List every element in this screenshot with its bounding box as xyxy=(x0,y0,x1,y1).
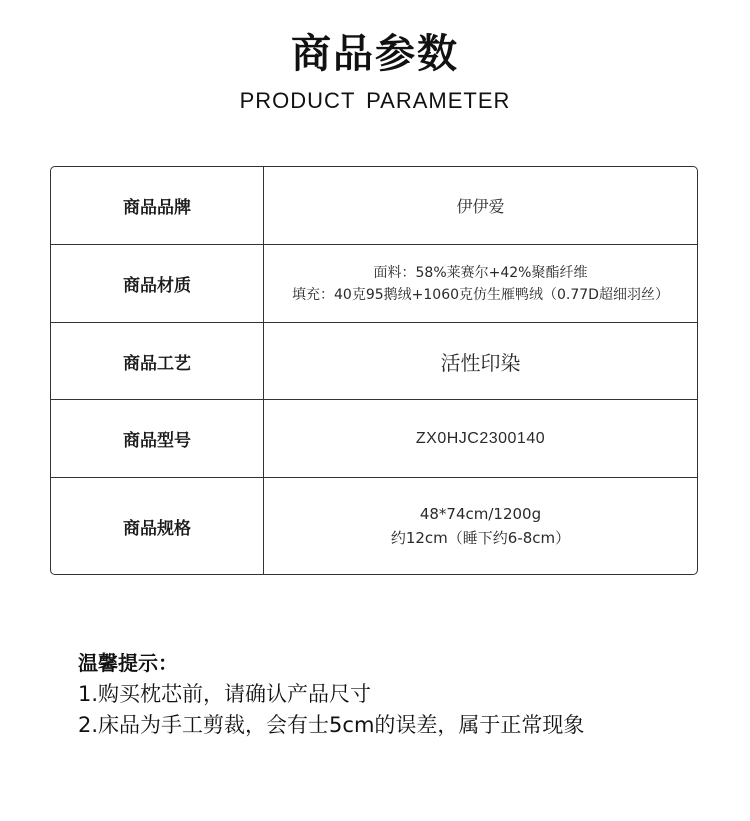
page-title: 商品参数 xyxy=(291,31,459,77)
tips-line: 2.床品为手工剪裁，会有士5cm的误差，属于正常现象 xyxy=(78,713,585,737)
table-row-brand xyxy=(51,167,697,244)
row-label: 商品规格 xyxy=(51,478,264,574)
table-row-material xyxy=(51,244,697,322)
row-label: 商品型号 xyxy=(51,400,264,477)
table-row-craft xyxy=(51,322,697,399)
tips-title: 温馨提示： xyxy=(78,651,178,675)
table-row-model xyxy=(51,399,697,477)
value-text: 面料：58%莱赛尔+42%聚酯纤维 xyxy=(373,264,588,281)
row-value xyxy=(264,478,697,574)
row-value xyxy=(264,245,697,322)
value-text: 填充：40克95鹅绒+1060克仿生雁鸭绒（0.77D超细羽丝） xyxy=(292,286,669,303)
value-text: 伊伊爱 xyxy=(456,197,505,216)
row-label: 商品材质 xyxy=(51,245,264,322)
row-label: 商品品牌 xyxy=(51,167,264,244)
row-value xyxy=(264,323,697,399)
row-value xyxy=(264,167,697,244)
row-label: 商品工艺 xyxy=(51,323,264,399)
table-row-spec xyxy=(51,477,697,574)
page-subtitle: PRODUCT PARAMETER xyxy=(239,88,511,113)
value-text: 48*74cm/1200g xyxy=(419,505,542,523)
value-text: 约12cm（睡下约6-8cm） xyxy=(390,529,571,547)
value-text: ZX0HJC2300140 xyxy=(415,429,546,447)
value-text: 活性印染 xyxy=(440,350,521,375)
row-value xyxy=(264,400,697,477)
tips-line: 1.购买枕芯前，请确认产品尺寸 xyxy=(78,682,372,706)
tips-section xyxy=(78,648,584,740)
parameter-table xyxy=(50,166,698,575)
